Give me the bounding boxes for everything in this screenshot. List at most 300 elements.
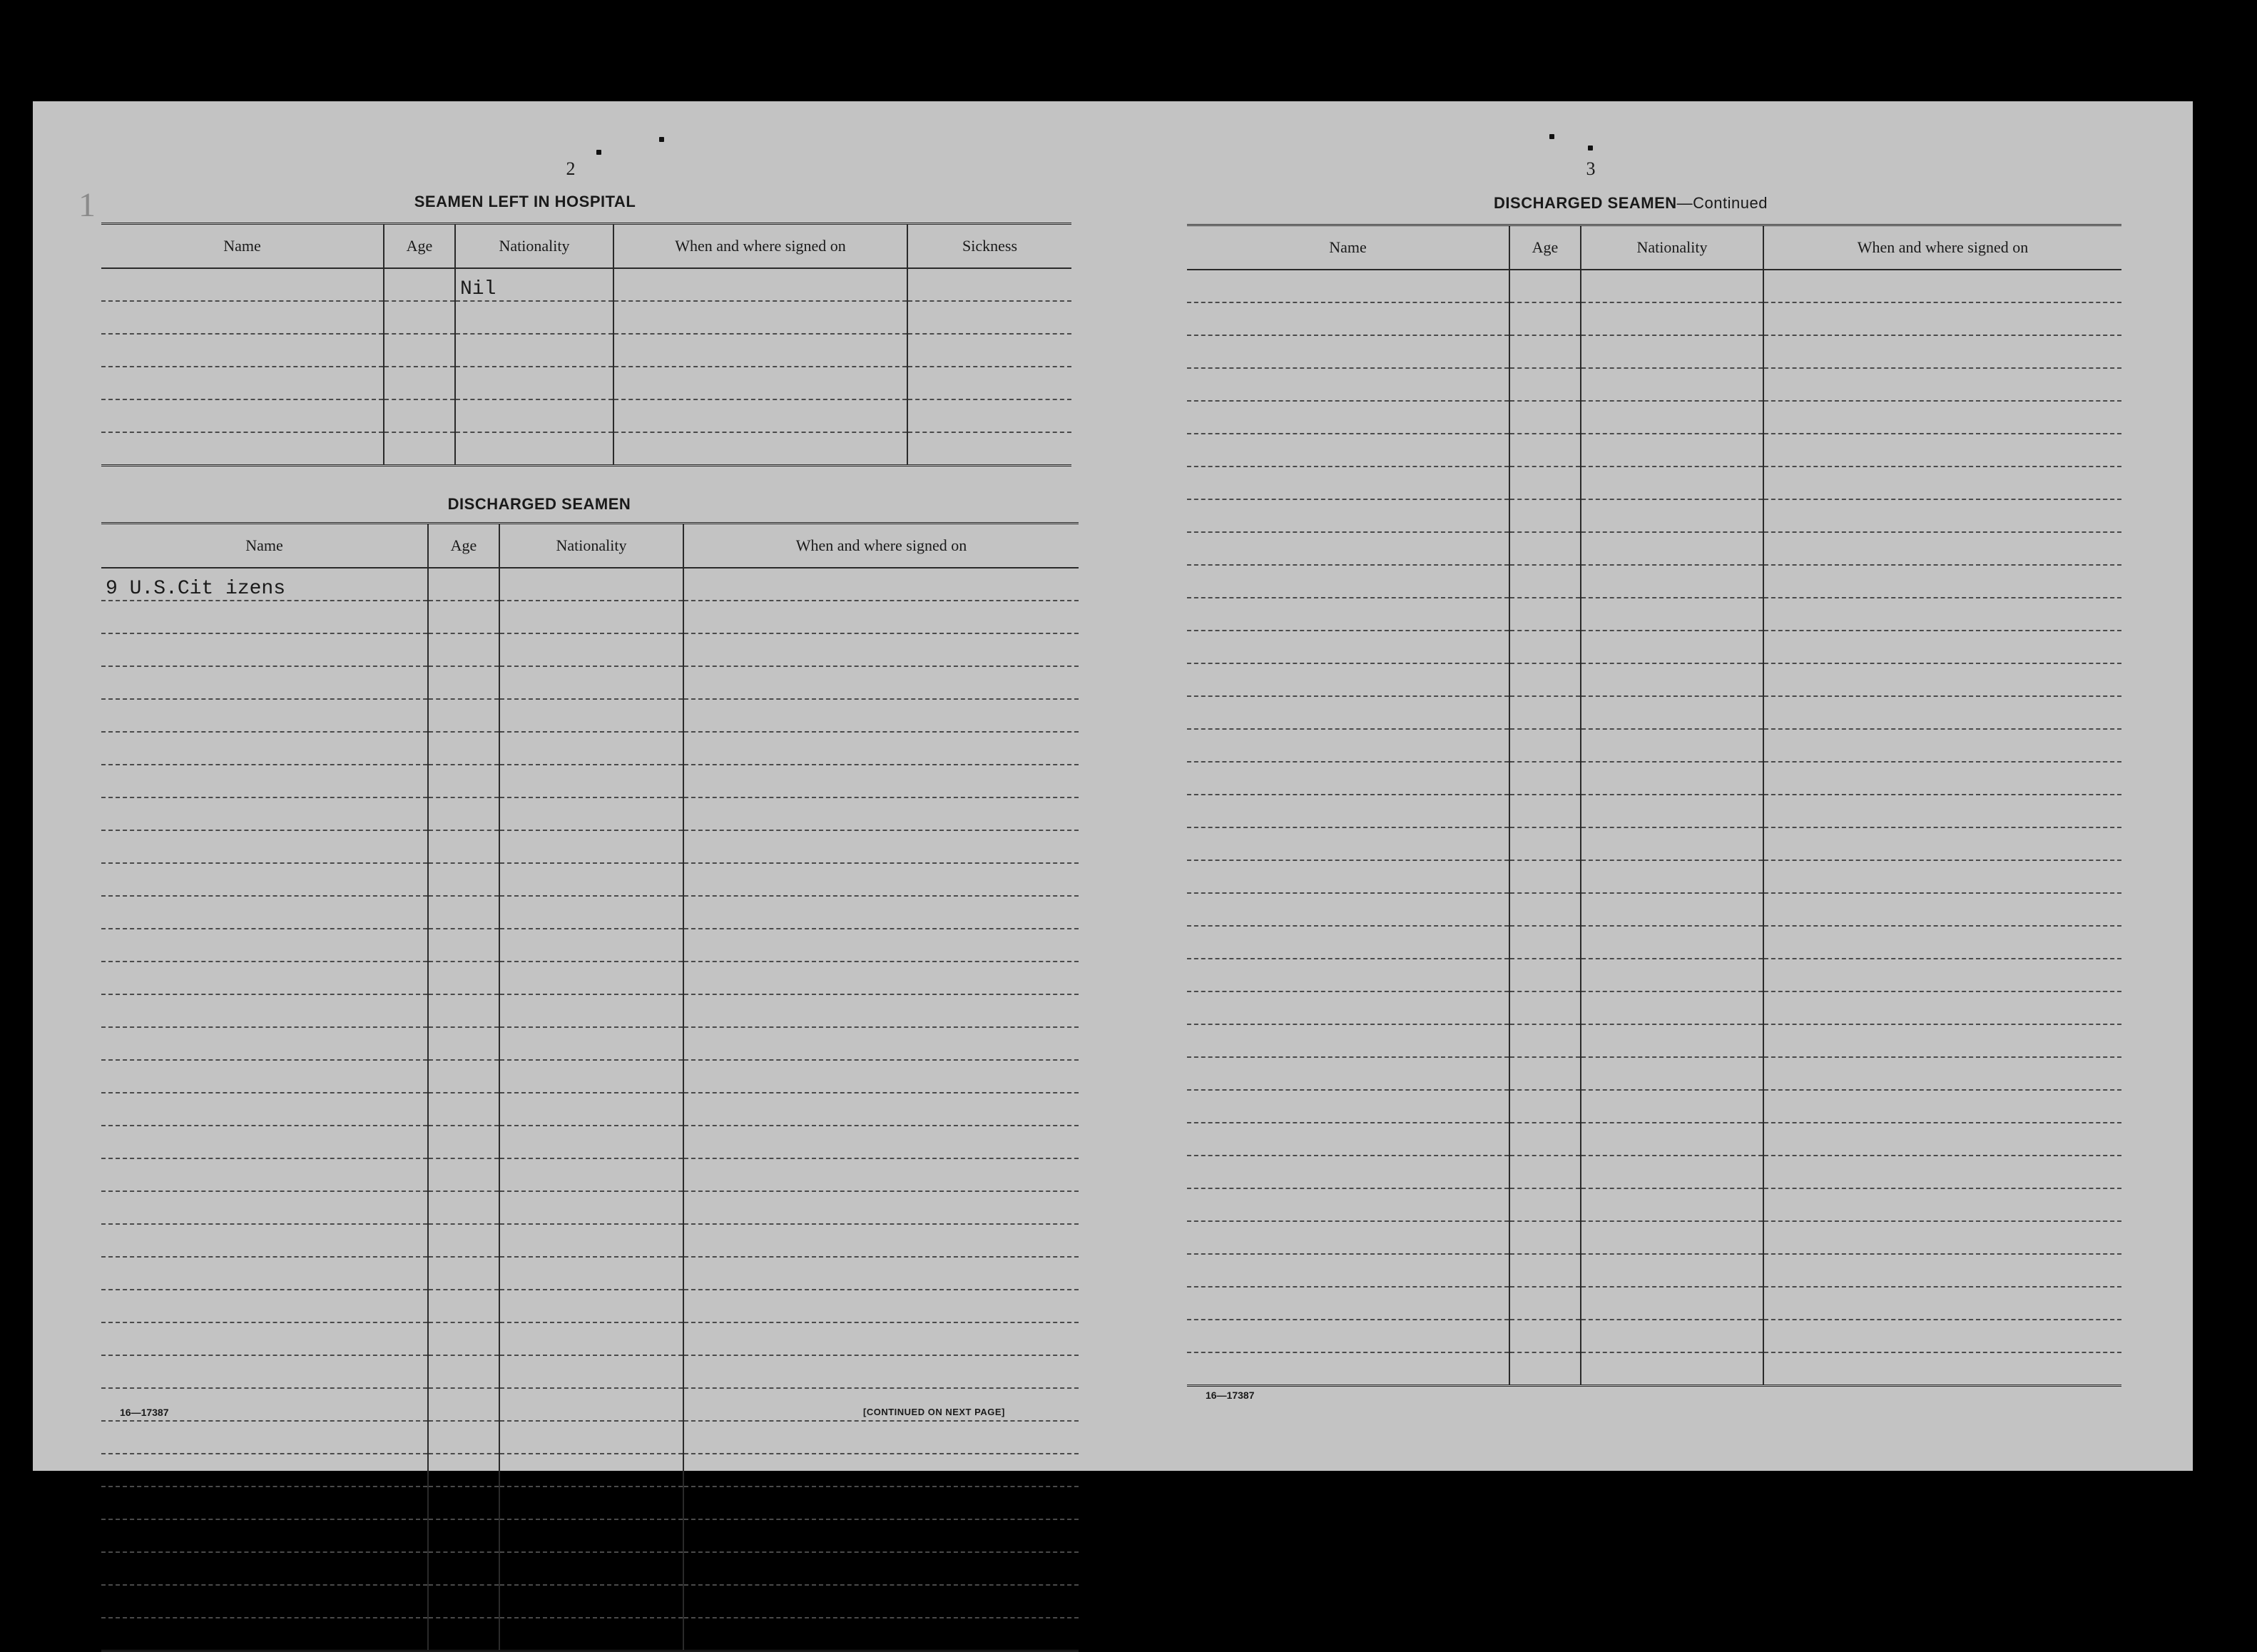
table-cell bbox=[101, 863, 428, 896]
table-row bbox=[101, 367, 1071, 399]
punch-dot bbox=[1588, 146, 1593, 151]
table-row bbox=[101, 1618, 1079, 1651]
table-cell bbox=[683, 1158, 1079, 1191]
table-cell bbox=[499, 1257, 683, 1290]
table-cell bbox=[683, 1224, 1079, 1257]
table-cell bbox=[101, 367, 384, 399]
table-cell bbox=[499, 765, 683, 797]
table-cell bbox=[1581, 762, 1763, 795]
table-cell bbox=[384, 334, 455, 367]
punch-dot bbox=[659, 137, 664, 142]
table-cell bbox=[613, 432, 907, 466]
table-row bbox=[101, 1454, 1079, 1487]
table-cell bbox=[1581, 335, 1763, 368]
table-cell bbox=[101, 268, 384, 301]
table-cell bbox=[1187, 1057, 1509, 1090]
table-cell bbox=[499, 896, 683, 929]
table-cell bbox=[1763, 434, 2121, 466]
table-cell bbox=[1187, 1188, 1509, 1221]
table-cell bbox=[907, 301, 1071, 334]
table-cell bbox=[1187, 893, 1509, 926]
table-cell bbox=[101, 1355, 428, 1388]
continued-section-title bbox=[1381, 194, 1880, 213]
table-cell bbox=[455, 301, 613, 334]
table-row bbox=[101, 732, 1079, 765]
table-row bbox=[1187, 762, 2121, 795]
table-cell bbox=[499, 1126, 683, 1158]
page-number: 3 bbox=[1586, 158, 1596, 179]
table-row bbox=[101, 830, 1079, 863]
table-cell bbox=[455, 367, 613, 399]
table-cell bbox=[907, 268, 1071, 301]
table-row bbox=[1187, 1024, 2121, 1057]
table-row bbox=[101, 301, 1071, 334]
table-cell bbox=[499, 1322, 683, 1355]
table-cell bbox=[1581, 729, 1763, 762]
table-cell bbox=[1763, 401, 2121, 434]
table-cell bbox=[1763, 499, 2121, 532]
table-row bbox=[101, 633, 1079, 666]
table-cell bbox=[1581, 1188, 1763, 1221]
table-cell bbox=[683, 1093, 1079, 1126]
table-cell bbox=[428, 1618, 499, 1651]
table-cell bbox=[428, 1158, 499, 1191]
table-cell bbox=[1187, 959, 1509, 991]
table-cell bbox=[101, 962, 428, 994]
table-cell bbox=[1763, 532, 2121, 565]
table-cell bbox=[907, 399, 1071, 432]
table-cell bbox=[683, 1519, 1079, 1552]
table-cell bbox=[101, 994, 428, 1027]
table-cell bbox=[1187, 1123, 1509, 1156]
table-cell bbox=[683, 1552, 1079, 1585]
table-row bbox=[101, 1421, 1079, 1454]
table-cell bbox=[1581, 991, 1763, 1024]
table-cell bbox=[499, 962, 683, 994]
table-cell bbox=[683, 1290, 1079, 1322]
table-cell bbox=[1509, 860, 1581, 893]
table-row bbox=[101, 1290, 1079, 1322]
table-cell bbox=[1763, 302, 2121, 335]
table-cell bbox=[1763, 1024, 2121, 1057]
table-cell bbox=[428, 1027, 499, 1060]
table-cell bbox=[1509, 499, 1581, 532]
table-cell bbox=[1509, 335, 1581, 368]
table-cell bbox=[907, 334, 1071, 367]
column-header: Name bbox=[101, 524, 428, 568]
table-cell bbox=[1509, 926, 1581, 959]
table-cell bbox=[1509, 1254, 1581, 1287]
table-row bbox=[1187, 1320, 2121, 1352]
table-cell bbox=[499, 830, 683, 863]
table-cell bbox=[101, 1585, 428, 1618]
table-cell bbox=[1187, 696, 1509, 729]
table-cell bbox=[1763, 1221, 2121, 1254]
table-cell bbox=[1763, 1254, 2121, 1287]
table-cell bbox=[101, 1487, 428, 1519]
table-cell bbox=[101, 1060, 428, 1093]
table-cell bbox=[1581, 466, 1763, 499]
table-cell bbox=[1763, 270, 2121, 302]
table-row bbox=[1187, 1090, 2121, 1123]
table-cell bbox=[1581, 532, 1763, 565]
table-cell bbox=[499, 633, 683, 666]
column-header: Age bbox=[384, 224, 455, 269]
table-cell bbox=[1763, 1156, 2121, 1188]
table-row bbox=[1187, 827, 2121, 860]
table-cell bbox=[1581, 893, 1763, 926]
table-cell bbox=[1509, 631, 1581, 663]
table-row bbox=[101, 432, 1071, 466]
table-cell bbox=[499, 666, 683, 699]
table-cell bbox=[1509, 302, 1581, 335]
table-cell bbox=[907, 367, 1071, 399]
discharged-section-title: DISCHARGED SEAMEN bbox=[447, 495, 631, 513]
table-cell bbox=[1581, 959, 1763, 991]
table-cell bbox=[683, 1454, 1079, 1487]
column-header: Nationality bbox=[499, 524, 683, 568]
table-row bbox=[1187, 434, 2121, 466]
table-row bbox=[1187, 335, 2121, 368]
table-cell bbox=[499, 1487, 683, 1519]
table-cell bbox=[428, 1126, 499, 1158]
table-cell bbox=[1187, 1287, 1509, 1320]
table-cell bbox=[1509, 696, 1581, 729]
table-cell bbox=[101, 301, 384, 334]
table-row bbox=[1187, 565, 2121, 598]
column-header: When and where signed on bbox=[613, 224, 907, 269]
table-cell bbox=[1187, 532, 1509, 565]
column-header: Nationality bbox=[455, 224, 613, 269]
table-cell bbox=[101, 1322, 428, 1355]
table-cell bbox=[1581, 1156, 1763, 1188]
table-row bbox=[1187, 368, 2121, 401]
table-cell bbox=[499, 1585, 683, 1618]
table-cell bbox=[384, 367, 455, 399]
table-cell bbox=[1509, 1188, 1581, 1221]
table-cell bbox=[1187, 434, 1509, 466]
table-cell bbox=[683, 633, 1079, 666]
table-cell bbox=[499, 1421, 683, 1454]
table-cell bbox=[499, 699, 683, 732]
table-row bbox=[101, 1519, 1079, 1552]
table-cell bbox=[101, 1027, 428, 1060]
table-cell bbox=[1187, 762, 1509, 795]
table-cell bbox=[1581, 631, 1763, 663]
table-cell bbox=[1581, 663, 1763, 696]
table-cell bbox=[613, 367, 907, 399]
table-cell bbox=[428, 1224, 499, 1257]
column-header: Nationality bbox=[1581, 225, 1763, 270]
table-cell bbox=[428, 765, 499, 797]
column-header: Age bbox=[428, 524, 499, 568]
table-cell bbox=[1509, 991, 1581, 1024]
table-cell bbox=[1581, 1320, 1763, 1352]
table-cell bbox=[1187, 729, 1509, 762]
table-cell bbox=[499, 601, 683, 633]
table-row bbox=[101, 568, 1079, 601]
table-row bbox=[1187, 959, 2121, 991]
table-cell bbox=[1187, 565, 1509, 598]
table-cell bbox=[428, 1454, 499, 1487]
table-cell bbox=[428, 994, 499, 1027]
table-cell bbox=[428, 1093, 499, 1126]
table-cell bbox=[101, 601, 428, 633]
table-cell bbox=[1187, 1320, 1509, 1352]
table-cell bbox=[1187, 1024, 1509, 1057]
table-row bbox=[101, 896, 1079, 929]
table-cell bbox=[1763, 1188, 2121, 1221]
table-cell bbox=[683, 797, 1079, 830]
table-cell bbox=[428, 1257, 499, 1290]
table-row bbox=[101, 399, 1071, 432]
table-cell bbox=[683, 896, 1079, 929]
table-cell bbox=[1187, 926, 1509, 959]
table-row bbox=[1187, 631, 2121, 663]
table-cell: 9 U.S.Cit izens bbox=[101, 568, 428, 601]
table-cell bbox=[1187, 1352, 1509, 1386]
margin-mark: 1 bbox=[78, 186, 96, 224]
table-cell bbox=[1187, 860, 1509, 893]
table-row bbox=[101, 765, 1079, 797]
hospital-table bbox=[101, 223, 1071, 466]
table-row bbox=[1187, 860, 2121, 893]
table-row bbox=[1187, 1221, 2121, 1254]
table-cell bbox=[1187, 795, 1509, 827]
table-row bbox=[1187, 270, 2121, 302]
table-cell bbox=[1763, 1090, 2121, 1123]
table-cell bbox=[428, 797, 499, 830]
table-cell bbox=[1509, 663, 1581, 696]
table-cell bbox=[1187, 631, 1509, 663]
table-row bbox=[1187, 1188, 2121, 1221]
table-cell bbox=[428, 699, 499, 732]
table-row bbox=[101, 929, 1079, 962]
table-row bbox=[101, 962, 1079, 994]
table-row bbox=[1187, 466, 2121, 499]
table-cell bbox=[499, 1355, 683, 1388]
table-cell bbox=[428, 1191, 499, 1224]
table-cell bbox=[1509, 729, 1581, 762]
table-cell bbox=[1763, 565, 2121, 598]
table-cell bbox=[428, 1552, 499, 1585]
table-row bbox=[101, 1191, 1079, 1224]
table-cell bbox=[428, 1060, 499, 1093]
table-cell bbox=[1509, 598, 1581, 631]
table-cell bbox=[1763, 729, 2121, 762]
continued-table bbox=[1187, 224, 2121, 1387]
column-header: Name bbox=[101, 224, 384, 269]
column-header: Name bbox=[1187, 225, 1509, 270]
table-cell bbox=[1581, 565, 1763, 598]
table-row bbox=[1187, 1254, 2121, 1287]
table-cell bbox=[1581, 860, 1763, 893]
table-cell bbox=[683, 601, 1079, 633]
table-cell bbox=[101, 1126, 428, 1158]
table-cell bbox=[428, 601, 499, 633]
table-cell bbox=[1509, 1156, 1581, 1188]
table-cell bbox=[1581, 499, 1763, 532]
table-row bbox=[101, 1355, 1079, 1388]
table-cell bbox=[428, 1487, 499, 1519]
table-cell bbox=[683, 994, 1079, 1027]
table-cell bbox=[683, 1355, 1079, 1388]
table-row bbox=[101, 1158, 1079, 1191]
table-row bbox=[101, 268, 1071, 301]
table-cell bbox=[683, 1027, 1079, 1060]
table-cell bbox=[499, 1388, 683, 1421]
table-row bbox=[1187, 696, 2121, 729]
table-cell bbox=[428, 1322, 499, 1355]
table-cell bbox=[499, 863, 683, 896]
table-cell bbox=[1187, 991, 1509, 1024]
table-row bbox=[101, 1585, 1079, 1618]
table-row bbox=[1187, 893, 2121, 926]
table-cell bbox=[499, 1618, 683, 1651]
table-cell bbox=[683, 1585, 1079, 1618]
table-cell bbox=[428, 666, 499, 699]
table-cell bbox=[455, 334, 613, 367]
table-row bbox=[1187, 532, 2121, 565]
table-row bbox=[101, 863, 1079, 896]
document-sheet bbox=[33, 101, 2193, 1471]
table-cell bbox=[1509, 565, 1581, 598]
table-cell bbox=[1509, 1090, 1581, 1123]
table-cell bbox=[1581, 1221, 1763, 1254]
table-cell bbox=[1187, 1254, 1509, 1287]
table-cell bbox=[1187, 302, 1509, 335]
table-cell: Nil bbox=[455, 268, 613, 301]
table-cell bbox=[683, 962, 1079, 994]
table-cell bbox=[1509, 893, 1581, 926]
table-cell bbox=[101, 1618, 428, 1651]
table-cell bbox=[613, 334, 907, 367]
table-cell bbox=[428, 1355, 499, 1388]
table-cell bbox=[1581, 1254, 1763, 1287]
table-cell bbox=[499, 1552, 683, 1585]
table-cell bbox=[1581, 926, 1763, 959]
table-cell bbox=[1763, 598, 2121, 631]
table-row bbox=[1187, 1287, 2121, 1320]
table-cell bbox=[613, 268, 907, 301]
table-row bbox=[101, 334, 1071, 367]
table-row bbox=[101, 1027, 1079, 1060]
table-cell bbox=[1581, 1287, 1763, 1320]
table-cell bbox=[101, 1290, 428, 1322]
column-header: Sickness bbox=[907, 224, 1071, 269]
table-cell bbox=[428, 633, 499, 666]
table-cell bbox=[428, 863, 499, 896]
table-cell bbox=[683, 1421, 1079, 1454]
table-cell bbox=[1187, 827, 1509, 860]
table-cell bbox=[683, 1126, 1079, 1158]
table-row bbox=[1187, 991, 2121, 1024]
table-cell bbox=[1509, 270, 1581, 302]
table-row bbox=[101, 1060, 1079, 1093]
table-cell bbox=[499, 929, 683, 962]
table-cell bbox=[1509, 827, 1581, 860]
table-cell bbox=[101, 830, 428, 863]
table-cell bbox=[1187, 270, 1509, 302]
table-cell bbox=[499, 1191, 683, 1224]
table-cell bbox=[101, 1454, 428, 1487]
table-cell bbox=[499, 1290, 683, 1322]
table-cell bbox=[1763, 1123, 2121, 1156]
table-cell bbox=[1509, 401, 1581, 434]
table-row bbox=[1187, 1156, 2121, 1188]
table-cell bbox=[907, 432, 1071, 466]
table-cell bbox=[1581, 696, 1763, 729]
table-row bbox=[1187, 598, 2121, 631]
table-cell bbox=[455, 432, 613, 466]
table-cell bbox=[1763, 368, 2121, 401]
table-row bbox=[1187, 1352, 2121, 1386]
table-cell bbox=[1763, 860, 2121, 893]
table-cell bbox=[428, 1585, 499, 1618]
table-cell bbox=[101, 666, 428, 699]
table-cell bbox=[683, 1257, 1079, 1290]
table-cell bbox=[683, 568, 1079, 601]
table-cell bbox=[683, 1487, 1079, 1519]
table-row bbox=[101, 601, 1079, 633]
table-cell bbox=[1581, 1123, 1763, 1156]
table-cell bbox=[1187, 1090, 1509, 1123]
table-cell bbox=[101, 334, 384, 367]
table-cell bbox=[1187, 1221, 1509, 1254]
table-cell bbox=[428, 1388, 499, 1421]
table-cell bbox=[1509, 1024, 1581, 1057]
form-number: 16—17387 bbox=[1206, 1390, 1255, 1401]
table-cell bbox=[101, 432, 384, 466]
table-cell bbox=[1581, 1090, 1763, 1123]
table-cell bbox=[428, 929, 499, 962]
table-cell bbox=[1509, 762, 1581, 795]
table-cell bbox=[1187, 499, 1509, 532]
table-cell bbox=[1763, 696, 2121, 729]
table-cell bbox=[499, 1060, 683, 1093]
table-row bbox=[101, 1257, 1079, 1290]
table-cell bbox=[683, 1060, 1079, 1093]
table-cell bbox=[1509, 532, 1581, 565]
table-cell bbox=[683, 863, 1079, 896]
table-cell bbox=[1763, 795, 2121, 827]
table-cell bbox=[1581, 1024, 1763, 1057]
table-cell bbox=[1509, 368, 1581, 401]
table-cell bbox=[428, 1519, 499, 1552]
table-cell bbox=[1763, 466, 2121, 499]
table-cell bbox=[683, 666, 1079, 699]
table-cell bbox=[384, 301, 455, 334]
table-cell bbox=[101, 896, 428, 929]
table-cell bbox=[1509, 1287, 1581, 1320]
table-row bbox=[101, 1093, 1079, 1126]
table-cell bbox=[1187, 1156, 1509, 1188]
table-cell bbox=[683, 929, 1079, 962]
table-cell bbox=[101, 1224, 428, 1257]
punch-dot bbox=[1549, 134, 1554, 139]
table-cell bbox=[101, 1519, 428, 1552]
table-cell bbox=[101, 1158, 428, 1191]
table-cell bbox=[499, 568, 683, 601]
table-cell bbox=[1763, 1057, 2121, 1090]
table-cell bbox=[101, 1552, 428, 1585]
table-cell bbox=[384, 268, 455, 301]
table-row bbox=[1187, 302, 2121, 335]
table-cell bbox=[1509, 1057, 1581, 1090]
table-cell bbox=[1763, 1320, 2121, 1352]
continued-note: [CONTINUED ON NEXT PAGE] bbox=[863, 1407, 1005, 1417]
table-cell bbox=[1763, 631, 2121, 663]
